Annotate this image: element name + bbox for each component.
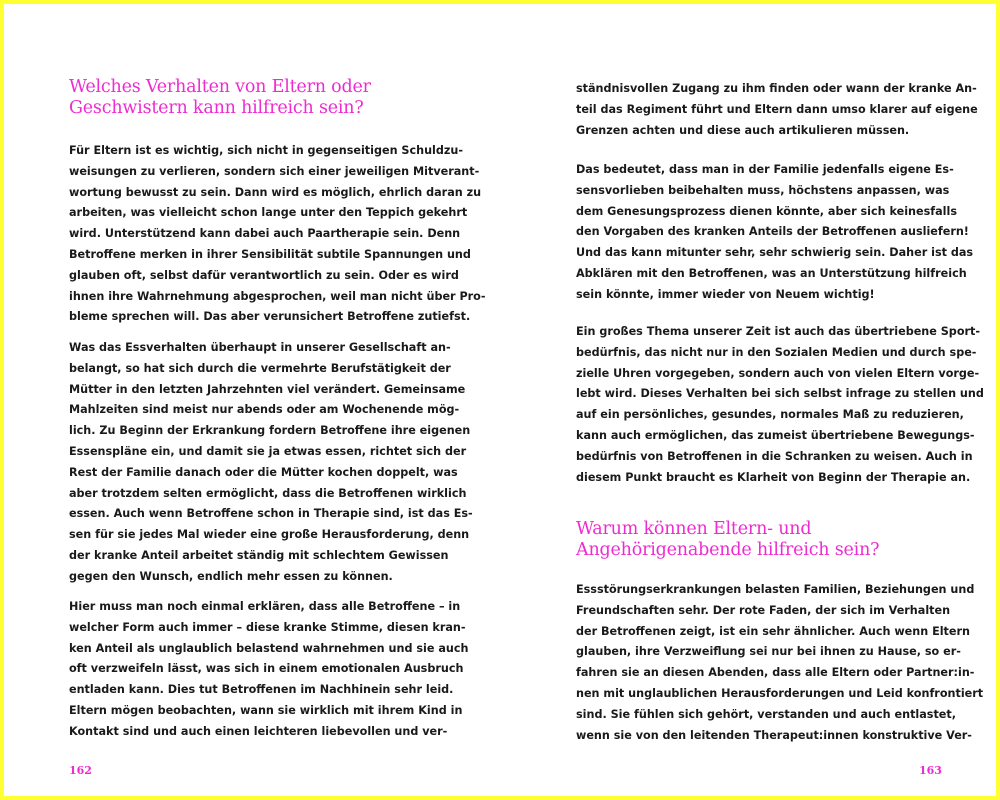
heading-line: Geschwistern kann hilfreich sein? — [69, 98, 364, 118]
text-line: Was das Essverhalten überhaupt in unserer Gesellschaft an- — [69, 341, 451, 354]
text-line: lebt wird. Dieses Verhalten bei sich selbst infrage zu stellen und — [576, 387, 984, 401]
page-number: 163 — [919, 764, 942, 777]
text-line: bleme sprechen will. Das aber verunsichert Betroffene zutiefst. — [69, 310, 471, 324]
text-line: Grenzen achten und diese auch artikulieren müssen. — [576, 123, 910, 137]
text-line: glauben, ihre Verzweiflung sei nur bei ihnen zu Hause, so er- — [576, 645, 961, 659]
text-line: auf ein persönliches, gesundes, normales Maß zu reduzieren, — [576, 408, 964, 422]
paragraph — [576, 322, 984, 488]
section-heading — [69, 77, 371, 119]
text-line: arbeiten, was vielleicht schon lange unter den Teppich gekehrt — [69, 206, 468, 220]
text-line: zielle Uhren vorgegeben, sondern auch von vielen Eltern vorge- — [576, 366, 980, 380]
text-line: Eltern mögen beobachten, wann sie wirklich mit ihrem Kind in — [69, 703, 463, 717]
heading-line: Welches Verhalten von Eltern oder — [69, 77, 371, 97]
text-line: entladen kann. Dies tut Betroffenen im Nachhinein sehr leid. — [69, 683, 454, 697]
text-line: ken Anteil als unglaublich belastend wahrnehmen und sie auch — [69, 641, 469, 655]
text-line: aber trotzdem selten ermöglicht, dass die Betroffenen wirklich — [69, 486, 467, 500]
text-line: Für Eltern ist es wichtig, sich nicht in gegenseitigen Schuldzu- — [69, 144, 464, 157]
heading-line: Angehörigenabende hilfreich sein? — [576, 540, 880, 560]
text-line: gegen den Wunsch, endlich mehr essen zu können. — [69, 569, 393, 583]
text-line: nen mit unglaublichen Herausforderungen und Leid konfrontiert — [576, 686, 984, 700]
text-line: Rest der Familie danach oder die Mütter kochen doppelt, was — [69, 465, 458, 479]
text-line: welcher Form auch immer – diese kranke Stimme, diesen kran- — [69, 620, 466, 634]
text-line: bedürfnis, das nicht nur in den Sozialen Medien und durch spe- — [576, 345, 977, 359]
text-line: Und das kann mitunter sehr, sehr schwierig sein. Daher ist das — [576, 246, 974, 260]
text-line: Essenspläne ein, und damit sie ja etwas essen, richtet sich der — [69, 444, 467, 458]
text-line: fahren sie an diesen Abenden, dass alle Eltern oder Partner:in- — [576, 666, 975, 680]
text-line: der Betroffenen zeigt, ist ein sehr ähnlicher. Auch wenn Eltern — [576, 624, 970, 638]
text-line: diesem Punkt braucht es Klarheit von Beginn der Therapie an. — [576, 470, 971, 484]
text-line: sensvorlieben beibehalten muss, höchstens anpassen, was — [576, 183, 950, 197]
text-line: Mahlzeiten sind meist nur abends oder am Wochenende mög- — [69, 403, 460, 417]
text-line: ihnen ihre Wahrnehmung abgesprochen, weil man nicht über Pro- — [69, 289, 486, 303]
text-line: sen für sie jedes Mal wieder eine große Herausforderung, denn — [69, 528, 470, 542]
section-heading — [576, 519, 879, 561]
text-line: oft verzweifeln lässt, was sich in einem emotionalen Ausbruch — [69, 662, 464, 676]
text-line: sein könnte, immer wieder von Neuem wichtig! — [576, 287, 875, 301]
paragraph — [576, 79, 978, 141]
text-line: Abklären mit den Betroffenen, was an Unterstützung hilfreich — [576, 266, 967, 280]
text-line: Ein großes Thema unserer Zeit ist auch das übertriebene Sport- — [576, 325, 981, 338]
text-line: sind. Sie fühlen sich gehört, verstanden und auch entlastet, — [576, 707, 956, 721]
text-line: bedürfnis von Betroffenen in die Schranken zu weisen. Auch in — [576, 449, 973, 463]
text-line: belangt, so hat sich durch die vermehrte Berufstätigkeit der — [69, 361, 451, 375]
text-line: wortung bewusst zu sein. Dann wird es möglich, ehrlich daran zu — [69, 185, 482, 199]
text-line: Kontakt sind und auch einen leichteren liebevollen und ver- — [69, 724, 448, 738]
text-line: Essstörungserkrankungen belasten Familien, Beziehungen und — [576, 583, 975, 596]
text-line: der kranke Anteil arbeitet ständig mit schlechtem Gewissen — [69, 548, 449, 562]
text-line: Betroffene merken in ihrer Sensibilität subtile Spannungen und — [69, 247, 471, 261]
text-line: wird. Unterstützend kann dabei auch Paartherapie sein. Denn — [69, 227, 461, 241]
text-line: essen. Auch wenn Betroffene schon in Therapie sind, ist das Es- — [69, 507, 473, 521]
page-number: 162 — [69, 764, 92, 777]
paragraph — [69, 141, 486, 328]
text-line: Mütter in den letzten Jahrzehnten viel verändert. Gemeinsame — [69, 382, 466, 396]
text-line: Hier muss man noch einmal erklären, dass alle Betroffene – in — [69, 600, 461, 613]
paragraph — [576, 580, 984, 746]
text-line: lich. Zu Beginn der Erkrankung fordern Betroffene ihre eigenen — [69, 424, 471, 438]
text-line: glauben oft, selbst dafür verantwortlich zu sein. Oder es wird — [69, 268, 459, 282]
paragraph — [69, 338, 473, 588]
text-line: Freundschaften sehr. Der rote Faden, der sich im Verhalten — [576, 603, 951, 617]
text-line: den Vorgaben des kranken Anteils der Betroffenen ausliefern! — [576, 225, 969, 239]
text-line: ständnisvollen Zugang zu ihm finden oder wann der kranke An- — [576, 82, 977, 95]
paragraph — [576, 160, 974, 306]
text-line: kann auch ermöglichen, das zumeist übertriebene Bewegungs- — [576, 428, 975, 442]
heading-line: Warum können Eltern- und — [576, 519, 812, 539]
text-line: wenn sie von den leitenden Therapeut:innen konstruktive Ver- — [576, 728, 972, 742]
text-line: teil das Regiment führt und Eltern dann umso klarer auf eigene — [576, 102, 978, 116]
paragraph — [69, 597, 469, 743]
text-line: weisungen zu verlieren, sondern sich einer jeweiligen Mitverant- — [69, 164, 480, 178]
text-line: Das bedeutet, dass man in der Familie jedenfalls eigene Es- — [576, 163, 954, 176]
text-line: dem Genesungsprozess dienen könnte, aber sich keinesfalls — [576, 204, 957, 218]
